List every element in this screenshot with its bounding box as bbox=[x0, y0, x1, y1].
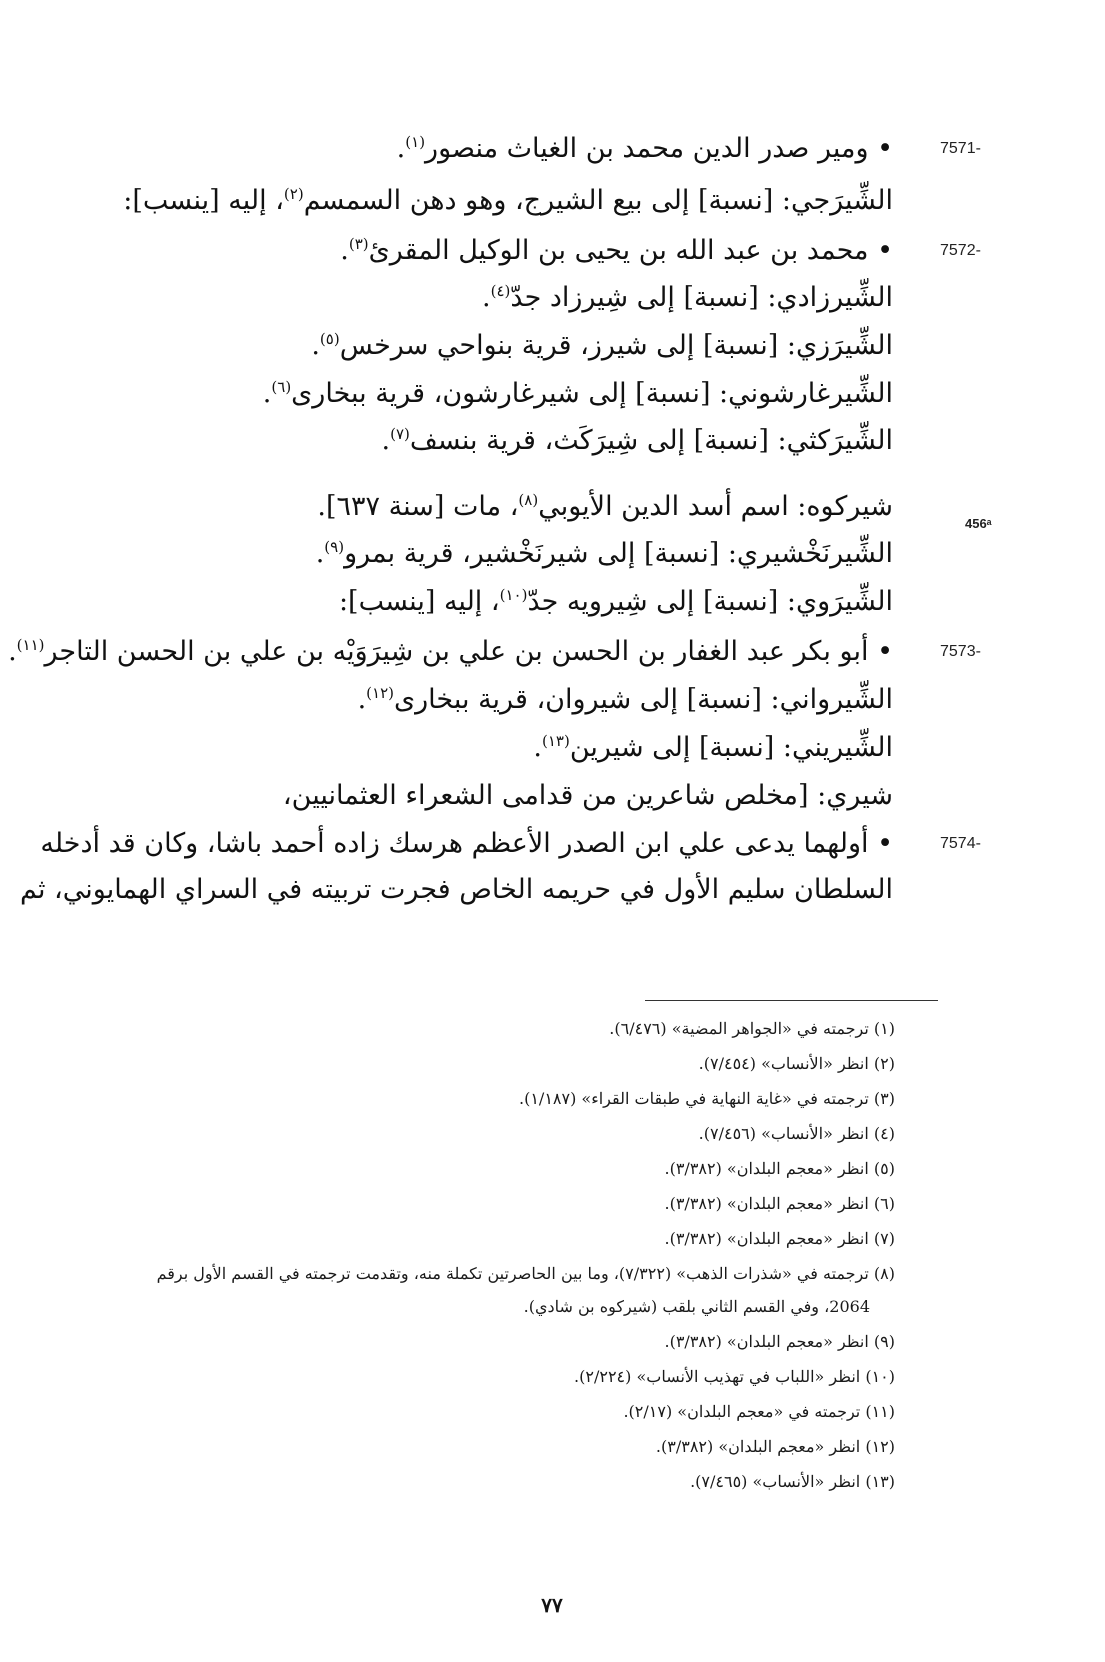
footnote: (١٣) انظر «الأنساب» (٧/٤٦٥). bbox=[690, 1472, 895, 1491]
entry-text: الشِّيرغارشوني: [نسبة] إلى شيرغارشون، قرية ببخارى$^{(٦)}$. bbox=[262, 378, 893, 409]
footnote-continuation: 2064، وفي القسم الثاني بلقب (شيركوه بن شادي). bbox=[523, 1297, 870, 1316]
footnote: (٤) انظر «الأنساب» (٧/٤٥٦). bbox=[698, 1124, 895, 1143]
entry-text: • أبو بكر عبد الغفار بن الحسن بن علي بن شِيرَوَيْه بن علي بن الحسن التاجر$^{(١١)}$. bbox=[8, 636, 893, 667]
entry-text: شيركوه: اسم أسد الدين الأيوبي$^{(٨)}$، مات [سنة ٦٣٧]. bbox=[317, 491, 893, 522]
entry-text: الشِّيرَزي: [نسبة] إلى شيرز، قرية بنواحي سرخس$^{(٥)}$. bbox=[311, 330, 893, 361]
footnote: (٨) ترجمته في «شذرات الذهب» (٧/٣٢٢)، وما بين الحاصرتين تكملة منه، وتقدمت ترجمته في القسم الأول برقم bbox=[156, 1264, 895, 1283]
footnote: (٢) انظر «الأنساب» (٧/٤٥٤). bbox=[698, 1054, 895, 1073]
entry-text: شيري: [مخلص شاعرين من قدامى الشعراء العثمانيين، bbox=[282, 780, 893, 811]
entry-text: الشِّيرزادي: [نسبة] إلى شِيرزاد جدّ$^{(٤)}$. bbox=[482, 282, 893, 313]
entry-text: الشِّيرَجي: [نسبة] إلى بيع الشيرج، وهو دهن السمسم$^{(٢)}$، إليه [ينسب]: bbox=[123, 185, 893, 216]
entry-text: السلطان سليم الأول في حريمه الخاص فجرت تربيته في السراي الهمايوني، ثم bbox=[19, 874, 893, 905]
footnote: (١٢) انظر «معجم البلدان» (٣/٣٨٢). bbox=[655, 1437, 895, 1456]
entry-number: 7571- bbox=[940, 140, 981, 157]
footnote: (٦) انظر «معجم البلدان» (٣/٣٨٢). bbox=[664, 1194, 895, 1213]
margin-folio-note: 456ᵃ bbox=[965, 516, 992, 531]
footnote: (٧) انظر «معجم البلدان» (٣/٣٨٢). bbox=[664, 1229, 895, 1248]
footnote: (١) ترجمته في «الجواهر المضية» (٦/٤٧٦). bbox=[609, 1019, 895, 1038]
footnote: (٣) ترجمته في «غاية النهاية في طبقات القراء» (١/١٨٧). bbox=[519, 1089, 895, 1108]
entry-text: الشِّيريني: [نسبة] إلى شيرين$^{(١٣)}$. bbox=[533, 732, 893, 763]
footnote: (١٠) انظر «اللباب في تهذيب الأنساب» (٢/٢٢٤). bbox=[574, 1367, 895, 1386]
entry-text: • ومير صدر الدين محمد بن الغياث منصور$^{(١)}$. bbox=[396, 133, 893, 164]
page-number: ٧٧ bbox=[541, 1593, 563, 1617]
entry-text: الشِّيرَكثي: [نسبة] إلى شِيرَكَث، قرية بنسف$^{(٧)}$. bbox=[381, 425, 893, 456]
footnote: (٩) انظر «معجم البلدان» (٣/٣٨٢). bbox=[664, 1332, 895, 1351]
entry-text: • محمد بن عبد الله بن يحيى بن الوكيل المقرئ$^{(٣)}$. bbox=[340, 235, 893, 266]
entry-text: • أولهما يدعى علي ابن الصدر الأعظم هرسك زاده أحمد باشا، وكان قد أدخله bbox=[40, 828, 893, 859]
entry-text: الشِّيرواني: [نسبة] إلى شيروان، قرية ببخارى$^{(١٢)}$. bbox=[357, 684, 893, 715]
entry-text: الشِّيرنَخْشيري: [نسبة] إلى شيرنَخْشير، قرية بمرو$^{(٩)}$. bbox=[315, 538, 893, 569]
entry-number: 7573- bbox=[940, 643, 981, 660]
entry-text: الشِّيرَوي: [نسبة] إلى شِيرويه جدّ$^{(١٠)}$، إليه [ينسب]: bbox=[338, 586, 893, 617]
footnote-separator bbox=[645, 1000, 938, 1001]
entry-number: 7574- bbox=[940, 835, 981, 852]
footnote: (١١) ترجمته في «معجم البلدان» (٢/١٧). bbox=[623, 1402, 895, 1421]
entry-number: 7572- bbox=[940, 242, 981, 259]
footnote: (٥) انظر «معجم البلدان» (٣/٣٨٢). bbox=[664, 1159, 895, 1178]
